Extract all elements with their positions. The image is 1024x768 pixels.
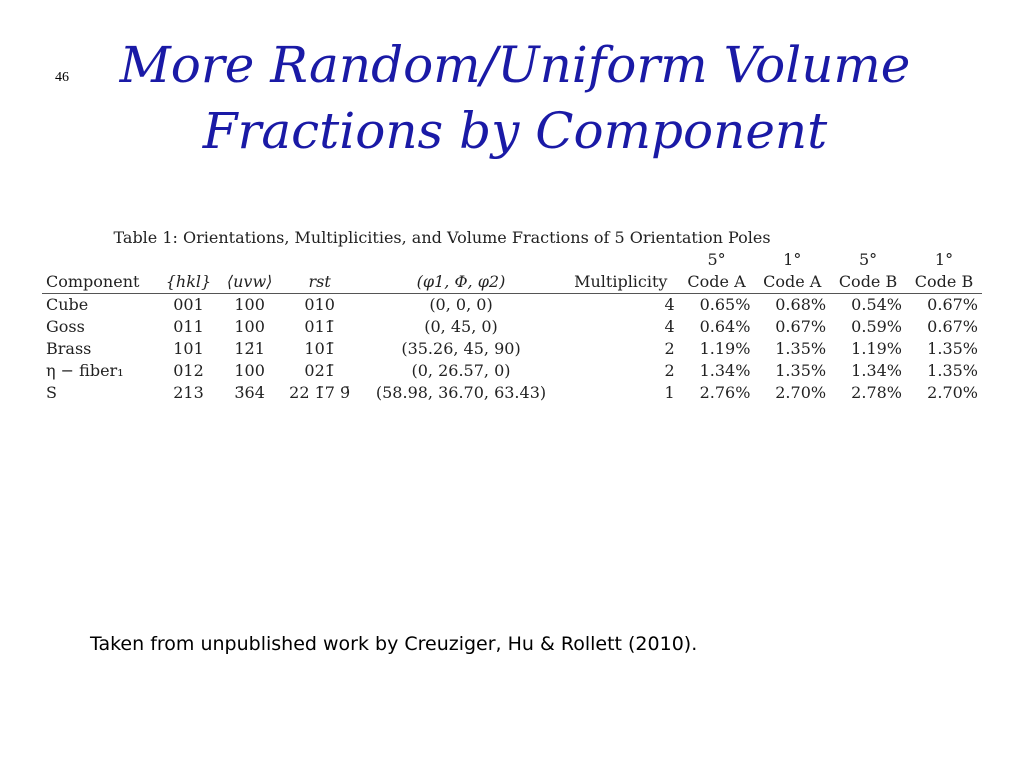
table-row: [42, 316, 982, 338]
table-row: [42, 338, 982, 360]
cell-uvw: 100: [234, 295, 265, 314]
slide-title-line-2: Fractions by Component: [202, 102, 828, 160]
cell-multiplicity: 1: [664, 383, 675, 402]
header-top-cell: [359, 249, 563, 271]
table-header-row-top: [42, 249, 982, 271]
cell-1deg-code-a: 1.35%: [775, 339, 827, 358]
column-header-rst: rst: [280, 271, 359, 294]
table-row: [42, 294, 982, 317]
cell-5deg-code-a: 2.76%: [699, 383, 751, 402]
cell-euler-angles: (0, 0, 0): [429, 295, 493, 314]
cell-rst: 021̄: [304, 361, 335, 380]
cell-rst: 011̄: [304, 317, 335, 336]
cell-euler-angles: (0, 26.57, 0): [411, 361, 511, 380]
header-top-cell: 5°: [707, 250, 726, 269]
cell-euler-angles: (58.98, 36.70, 63.43): [375, 383, 547, 402]
table-row: [42, 382, 982, 404]
cell-multiplicity: 2: [664, 361, 675, 380]
slide-title-line-1: More Random/Uniform Volume: [119, 36, 911, 94]
cell-multiplicity: 4: [664, 317, 675, 336]
cell-uvw: 12̄1: [234, 339, 265, 358]
cell-rst: 22 1̄7 9̄: [289, 383, 351, 402]
cell-hkl: 011: [173, 317, 204, 336]
cell-5deg-code-a: 0.65%: [699, 295, 751, 314]
cell-hkl: 001: [173, 295, 204, 314]
cell-hkl: 101: [173, 339, 204, 358]
cell-5deg-code-a: 1.19%: [699, 339, 751, 358]
cell-1deg-code-b: 1.35%: [927, 339, 978, 358]
slide-title: [100, 32, 930, 164]
column-header-5deg-code-b: Code B: [830, 271, 906, 294]
cell-5deg-code-a: 0.64%: [699, 317, 751, 336]
cell-component: Cube: [46, 295, 89, 314]
cell-1deg-code-a: 1.35%: [775, 361, 827, 380]
cell-component: Brass: [46, 339, 92, 358]
column-header-uvw: ⟨uvw⟩: [219, 271, 280, 294]
cell-1deg-code-b: 2.70%: [927, 383, 978, 402]
cell-5deg-code-b: 1.34%: [851, 361, 902, 380]
cell-rst: 010: [304, 295, 335, 314]
cell-1deg-code-b: 1.35%: [927, 361, 978, 380]
column-header-hkl: {hkl}: [158, 271, 219, 294]
header-top-cell: 1°: [934, 250, 954, 269]
header-top-cell: [563, 249, 679, 271]
cell-component: S: [46, 383, 57, 402]
source-citation: Taken from unpublished work by Creuziger, Hu & Rollett (2010).: [90, 633, 698, 655]
cell-1deg-code-a: 0.67%: [775, 317, 827, 336]
header-top-cell: [42, 249, 158, 271]
cell-rst: 101̄: [304, 339, 335, 358]
cell-hkl: 012: [173, 361, 204, 380]
cell-multiplicity: 4: [664, 295, 675, 314]
cell-5deg-code-b: 1.19%: [851, 339, 902, 358]
column-header-1deg-code-a: Code A: [754, 271, 830, 294]
header-top-cell: [158, 249, 219, 271]
cell-hkl: 213: [173, 383, 204, 402]
cell-5deg-code-b: 0.59%: [851, 317, 902, 336]
data-table-figure: [42, 228, 982, 404]
column-header-multiplicity: Multiplicity: [563, 271, 679, 294]
cell-1deg-code-a: 0.68%: [775, 295, 827, 314]
cell-euler-angles: (0, 45, 0): [424, 317, 498, 336]
header-top-cell: [219, 249, 280, 271]
slide-number: 46: [55, 70, 69, 85]
table-caption: Table 1: Orientations, Multiplicities, and Volume Fractions of 5 Orientation Poles: [113, 228, 771, 247]
header-top-cell: 1°: [783, 250, 802, 269]
cell-component: Goss: [46, 317, 85, 336]
header-top-cell: 5°: [858, 250, 878, 269]
header-top-cell: [280, 249, 359, 271]
column-header-5deg-code-a: Code A: [679, 271, 755, 294]
cell-uvw: 100: [234, 317, 265, 336]
column-header-euler-angles: (φ1, Φ, φ2): [359, 271, 563, 294]
column-header-component: Component: [42, 271, 158, 294]
cell-5deg-code-a: 1.34%: [699, 361, 751, 380]
column-header-1deg-code-b: Code B: [906, 271, 982, 294]
table-header-row: [42, 271, 982, 294]
table-row: [42, 360, 982, 382]
cell-5deg-code-b: 2.78%: [851, 383, 902, 402]
cell-uvw: 100: [234, 361, 265, 380]
cell-multiplicity: 2: [664, 339, 675, 358]
cell-component: η − fiber₁: [46, 361, 124, 380]
cell-5deg-code-b: 0.54%: [851, 295, 902, 314]
cell-uvw: 3̄64: [234, 383, 265, 402]
orientation-table: [42, 249, 982, 404]
cell-1deg-code-b: 0.67%: [927, 317, 978, 336]
cell-1deg-code-b: 0.67%: [927, 295, 978, 314]
cell-1deg-code-a: 2.70%: [775, 383, 827, 402]
cell-euler-angles: (35.26, 45, 90): [401, 339, 521, 358]
